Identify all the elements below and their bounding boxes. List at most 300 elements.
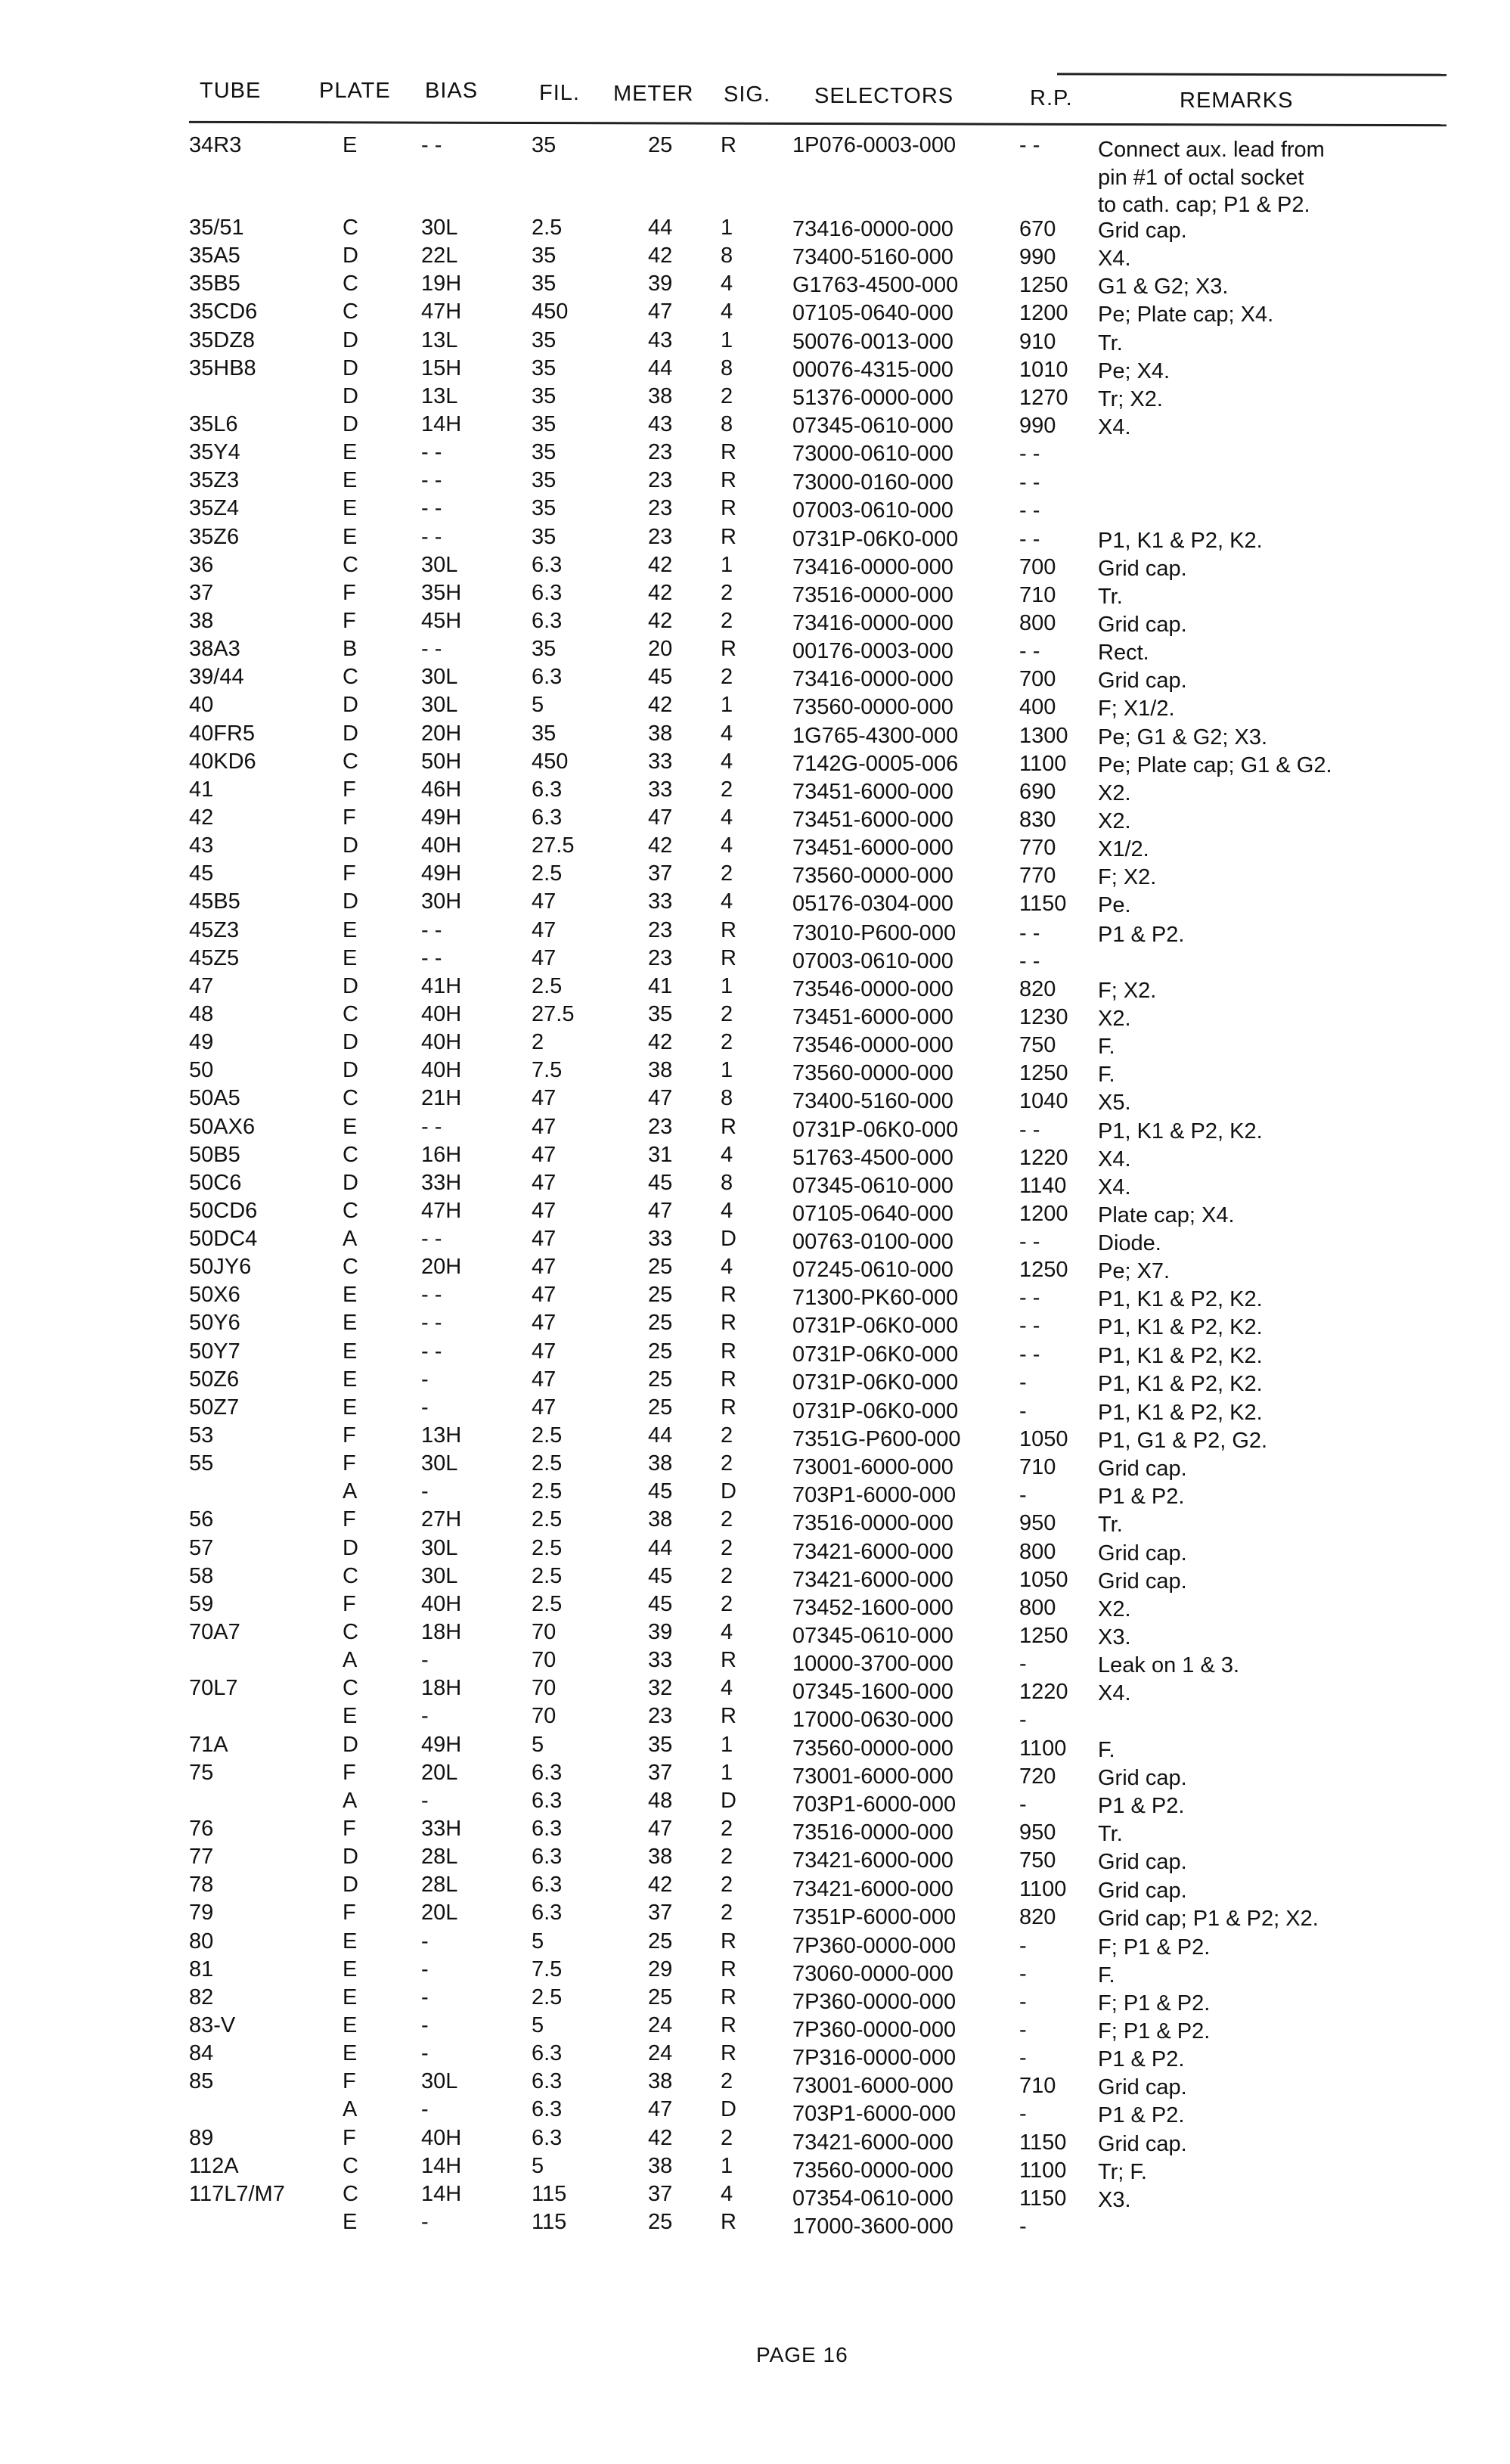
table-row: [0, 1227, 1510, 1255]
cell-sig: R: [721, 2041, 736, 2066]
cell-remarks: Tr; F.: [1098, 2159, 1147, 2184]
cell-plate: D: [343, 693, 358, 718]
cell-fil: 5: [532, 2153, 544, 2178]
cell-sig: 8: [721, 244, 733, 268]
table-row: [0, 1451, 1510, 1482]
cell-remarks: Grid cap.: [1098, 2075, 1187, 2100]
table-row: [0, 1704, 1510, 1732]
cell-meter: 25: [648, 1255, 673, 1280]
table-row: [0, 1339, 1510, 1367]
cell-rp: 990: [1019, 413, 1056, 438]
cell-selectors: 73516-0000-000: [792, 582, 953, 607]
cell-tube: 50Z6: [189, 1367, 240, 1392]
cell-meter: 33: [648, 749, 673, 774]
cell-sig: R: [721, 1367, 736, 1392]
cell-bias: 40H: [421, 833, 462, 858]
cell-selectors: 73546-0000-000: [792, 976, 953, 1001]
table-row: [0, 356, 1510, 384]
cell-remarks: [1098, 136, 1325, 219]
table-row: [0, 1873, 1510, 1904]
cell-tube: 50Y7: [189, 1339, 240, 1364]
cell-rp: - -: [1019, 920, 1040, 945]
cell-tube: 71A: [189, 1732, 228, 1757]
cell-plate: D: [343, 1030, 358, 1055]
cell-remarks: P1 & P2.: [1098, 2047, 1185, 2072]
cell-bias: 27H: [421, 1507, 462, 1532]
cell-remarks: Pe; G1 & G2; X3.: [1098, 725, 1268, 749]
cell-rp: 1270: [1019, 385, 1068, 410]
remarks-line: Connect aux. lead from: [1098, 138, 1325, 162]
cell-selectors: 17000-3600-000: [792, 2214, 953, 2239]
cell-plate: D: [343, 721, 358, 746]
cell-fil: 70: [532, 1648, 557, 1673]
cell-selectors: 0731P-06K0-000: [792, 1314, 959, 1339]
cell-sig: R: [721, 1311, 736, 1336]
cell-meter: 20: [648, 637, 673, 662]
cell-tube: 35Z4: [189, 496, 240, 521]
table-row: [0, 1592, 1510, 1620]
cell-tube: 45Z5: [189, 945, 240, 970]
cell-rp: -: [1019, 2018, 1027, 2042]
cell-sig: D: [721, 1788, 736, 1813]
cell-tube: 35Z6: [189, 524, 240, 549]
cell-tube: 50B5: [189, 1142, 240, 1167]
cell-sig: 2: [721, 1845, 733, 1870]
table-row: [0, 833, 1510, 861]
table-row: [0, 1086, 1510, 1114]
cell-fil: 6.3: [532, 608, 563, 633]
cell-meter: 42: [648, 552, 673, 577]
cell-selectors: 73416-0000-000: [792, 667, 953, 692]
cell-plate: E: [343, 1114, 358, 1139]
table-row: [0, 889, 1510, 917]
cell-sig: 2: [721, 1423, 733, 1448]
cell-tube: 35HB8: [189, 355, 256, 380]
cell-bias: 13L: [421, 383, 458, 408]
cell-fil: 35: [532, 440, 557, 465]
cell-bias: 30L: [421, 216, 458, 240]
table-row: [0, 1199, 1510, 1227]
cell-fil: 2.5: [532, 861, 563, 886]
cell-fil: 6.3: [532, 2125, 563, 2150]
cell-tube: 42: [189, 805, 214, 830]
top-rule: [1057, 73, 1446, 76]
table-row: [0, 946, 1510, 974]
cell-remarks: X2.: [1098, 1597, 1131, 1621]
table-row: [0, 272, 1510, 299]
cell-sig: 1: [721, 973, 733, 998]
cell-bias: - -: [421, 468, 442, 493]
cell-meter: 43: [648, 327, 673, 352]
cell-rp: 1200: [1019, 1201, 1068, 1226]
cell-rp: -: [1019, 2102, 1027, 2127]
cell-meter: 47: [648, 299, 673, 324]
cell-meter: 32: [648, 1676, 673, 1701]
cell-fil: 47: [532, 1339, 557, 1364]
cell-fil: 7.5: [532, 1957, 563, 1981]
table-row: [0, 581, 1510, 609]
cell-remarks: F; P1 & P2.: [1098, 1991, 1211, 2016]
cell-fil: 7.5: [532, 1058, 563, 1083]
cell-sig: 2: [721, 580, 733, 605]
cell-rp: 710: [1019, 2074, 1056, 2099]
cell-plate: D: [343, 1170, 358, 1195]
cell-bias: 40H: [421, 1030, 462, 1055]
cell-selectors: 73516-0000-000: [792, 1511, 953, 1536]
table-row: [0, 1620, 1510, 1648]
table-row: [0, 609, 1510, 637]
cell-bias: - -: [421, 1339, 442, 1364]
cell-remarks: X4.: [1098, 1681, 1131, 1706]
cell-meter: 31: [648, 1142, 673, 1167]
cell-sig: 4: [721, 1620, 733, 1645]
table-row: [0, 693, 1510, 721]
table-row: [0, 133, 1510, 216]
cell-bias: - -: [421, 524, 442, 549]
cell-meter: 23: [648, 917, 673, 942]
cell-meter: 45: [648, 665, 673, 690]
cell-tube: 35B5: [189, 272, 240, 296]
cell-tube: 55: [189, 1451, 214, 1476]
cell-remarks: Grid cap.: [1098, 1457, 1187, 1482]
cell-bias: 33H: [421, 1170, 462, 1195]
cell-selectors: 73516-0000-000: [792, 1820, 953, 1845]
cell-fil: 2.5: [532, 1479, 563, 1504]
cell-rp: - -: [1019, 1314, 1040, 1339]
cell-tube: 35L6: [189, 411, 238, 436]
cell-sig: R: [721, 917, 736, 942]
cell-remarks: X5.: [1098, 1091, 1131, 1116]
cell-selectors: 71300-PK60-000: [792, 1286, 959, 1311]
cell-selectors: 7351G-P600-000: [792, 1427, 961, 1452]
cell-selectors: 703P1-6000-000: [792, 1792, 957, 1817]
cell-remarks: Plate cap; X4.: [1098, 1203, 1235, 1227]
header-remarks: REMARKS: [1180, 88, 1294, 113]
cell-fil: 2.5: [532, 973, 563, 998]
cell-selectors: 73546-0000-000: [792, 1033, 953, 1058]
cell-selectors: 73421-6000-000: [792, 1877, 953, 1902]
cell-rp: -: [1019, 1398, 1027, 1423]
table-row: [0, 1115, 1510, 1143]
cell-selectors: 07003-0610-000: [792, 948, 953, 973]
cell-tube: 76: [189, 1817, 214, 1842]
cell-meter: 45: [648, 1170, 673, 1195]
cell-fil: 6.3: [532, 1760, 563, 1785]
cell-plate: F: [343, 2125, 356, 2150]
cell-fil: 35: [532, 637, 557, 662]
cell-remarks: Grid cap.: [1098, 1879, 1187, 1904]
cell-meter: 42: [648, 608, 673, 633]
cell-remarks: Grid cap; P1 & P2; X2.: [1098, 1907, 1319, 1932]
cell-plate: E: [343, 1985, 358, 2009]
cell-remarks: Pe; Plate cap; G1 & G2.: [1098, 753, 1332, 777]
cell-plate: F: [343, 1423, 356, 1448]
cell-bias: - -: [421, 917, 442, 942]
cell-rp: 820: [1019, 976, 1056, 1001]
cell-fil: 5: [532, 1929, 544, 1954]
cell-rp: 1100: [1019, 751, 1067, 776]
cell-selectors: 7P360-0000-000: [792, 2018, 957, 2042]
cell-sig: 2: [721, 2069, 733, 2094]
cell-rp: 700: [1019, 667, 1056, 692]
cell-fil: 6.3: [532, 580, 563, 605]
cell-plate: C: [343, 1620, 358, 1645]
cell-sig: 2: [721, 383, 733, 408]
cell-rp: -: [1019, 1708, 1027, 1733]
cell-rp: 950: [1019, 1511, 1056, 1536]
cell-sig: 4: [721, 272, 733, 296]
cell-tube: 34R3: [189, 133, 242, 157]
cell-sig: 4: [721, 299, 733, 324]
cell-rp: - -: [1019, 133, 1040, 157]
cell-remarks: Tr.: [1098, 1822, 1123, 1847]
table-row: [0, 749, 1510, 777]
cell-remarks: Pe.: [1098, 893, 1131, 918]
cell-meter: 23: [648, 468, 673, 493]
cell-rp: -: [1019, 1792, 1027, 1817]
cell-tube: 49: [189, 1030, 214, 1055]
cell-fil: 35: [532, 721, 557, 746]
cell-plate: C: [343, 665, 358, 690]
cell-bias: -: [421, 1395, 429, 1420]
cell-remarks: P1, K1 & P2, K2.: [1098, 1400, 1263, 1425]
table-row: [0, 1367, 1510, 1395]
cell-fil: 70: [532, 1704, 557, 1729]
cell-fil: 47: [532, 1283, 557, 1308]
table-row: [0, 1283, 1510, 1311]
cell-fil: 47: [532, 1367, 557, 1392]
cell-selectors: 7P360-0000-000: [792, 1989, 957, 2014]
cell-tube: 40FR5: [189, 721, 256, 746]
cell-sig: R: [721, 1395, 736, 1420]
cell-meter: 47: [648, 1086, 673, 1111]
cell-sig: 8: [721, 411, 733, 436]
cell-bias: 16H: [421, 1142, 462, 1167]
cell-sig: D: [721, 1227, 736, 1252]
cell-plate: A: [343, 2097, 358, 2122]
cell-fil: 6.3: [532, 2041, 563, 2066]
cell-rp: 1250: [1019, 273, 1068, 298]
cell-fil: 47: [532, 1142, 557, 1167]
table-row: [0, 1761, 1510, 1789]
cell-rp: 1200: [1019, 301, 1068, 326]
cell-selectors: 7P360-0000-000: [792, 1933, 957, 1958]
cell-rp: - -: [1019, 526, 1040, 551]
cell-sig: R: [721, 1985, 736, 2009]
cell-rp: - -: [1019, 470, 1040, 495]
table-row: [0, 553, 1510, 581]
cell-fil: 115: [532, 2181, 567, 2206]
cell-sig: 8: [721, 355, 733, 380]
header-sig: SIG.: [724, 82, 771, 107]
cell-plate: C: [343, 1086, 358, 1111]
table-row: [0, 637, 1510, 665]
cell-tube: 77: [189, 1845, 214, 1870]
cell-rp: 1010: [1019, 357, 1068, 382]
cell-meter: 47: [648, 2097, 673, 2122]
cell-rp: -: [1019, 2214, 1027, 2239]
cell-fil: 6.3: [532, 665, 563, 690]
cell-fil: 2.5: [532, 1451, 563, 1476]
cell-meter: 24: [648, 2013, 673, 2037]
cell-plate: F: [343, 1451, 356, 1476]
table-row: [0, 2097, 1510, 2128]
table-row: [0, 1536, 1510, 1564]
cell-meter: 44: [648, 355, 673, 380]
cell-bias: - -: [421, 1283, 442, 1308]
cell-selectors: 73400-5160-000: [792, 1089, 953, 1114]
cell-rp: 800: [1019, 1539, 1056, 1564]
cell-bias: 28L: [421, 1845, 458, 1870]
cell-remarks: F; P1 & P2.: [1098, 2019, 1211, 2044]
cell-tube: 50X6: [189, 1283, 240, 1308]
cell-fil: 2.5: [532, 1507, 563, 1532]
cell-selectors: 73451-6000-000: [792, 807, 953, 832]
cell-selectors: 73416-0000-000: [792, 610, 953, 635]
cell-sig: 2: [721, 1873, 733, 1898]
cell-rp: 800: [1019, 610, 1056, 635]
cell-meter: 25: [648, 1339, 673, 1364]
cell-tube: 50A5: [189, 1086, 240, 1111]
cell-fil: 47: [532, 917, 557, 942]
cell-rp: -: [1019, 1483, 1027, 1508]
cell-bias: - -: [421, 637, 442, 662]
cell-selectors: 05176-0304-000: [792, 892, 953, 917]
cell-tube: 82: [189, 1985, 214, 2009]
cell-selectors: 07345-0610-000: [792, 1624, 953, 1649]
cell-sig: 2: [721, 1535, 733, 1560]
cell-bias: 41H: [421, 973, 462, 998]
cell-rp: 1100: [1019, 2158, 1067, 2183]
cell-remarks: Grid cap.: [1098, 1765, 1187, 1790]
cell-rp: 710: [1019, 1455, 1056, 1480]
cell-selectors: 73451-6000-000: [792, 779, 953, 804]
cell-rp: 820: [1019, 1905, 1056, 1930]
table-row: [0, 665, 1510, 693]
cell-remarks: Pe; X7.: [1098, 1259, 1170, 1284]
cell-bias: -: [421, 2013, 429, 2037]
cell-tube: 35Y4: [189, 440, 240, 465]
cell-tube: 75: [189, 1760, 214, 1785]
cell-plate: E: [343, 524, 358, 549]
cell-selectors: 51376-0000-000: [792, 385, 953, 410]
cell-bias: 46H: [421, 777, 462, 802]
cell-tube: 45: [189, 861, 214, 886]
cell-selectors: 7142G-0005-006: [792, 751, 959, 776]
cell-bias: 33H: [421, 1817, 462, 1842]
cell-fil: 2.5: [532, 1985, 563, 2009]
cell-fil: 47: [532, 1255, 557, 1280]
cell-selectors: 0731P-06K0-000: [792, 1117, 959, 1142]
cell-sig: 1: [721, 2153, 733, 2178]
cell-tube: 50C6: [189, 1170, 242, 1195]
cell-fil: 6.3: [532, 1845, 563, 1870]
header-plate: PLATE: [319, 79, 391, 103]
cell-fil: 2.5: [532, 1423, 563, 1448]
cell-meter: 23: [648, 440, 673, 465]
cell-remarks: Tr; X2.: [1098, 386, 1163, 411]
table-row: [0, 1789, 1510, 1817]
cell-meter: 23: [648, 496, 673, 521]
cell-selectors: 73001-6000-000: [792, 1764, 953, 1789]
cell-remarks: Pe; Plate cap; X4.: [1098, 303, 1274, 327]
cell-rp: - -: [1019, 1117, 1040, 1142]
cell-fil: 2.5: [532, 1563, 563, 1588]
cell-remarks: P1 & P2.: [1098, 2103, 1185, 2128]
cell-tube: 40: [189, 693, 214, 718]
cell-selectors: 73421-6000-000: [792, 1539, 953, 1564]
cell-rp: 1150: [1019, 892, 1067, 917]
cell-fil: 2.5: [532, 216, 563, 240]
cell-tube: 89: [189, 2125, 214, 2150]
cell-plate: F: [343, 861, 356, 886]
cell-bias: 40H: [421, 1001, 462, 1026]
cell-meter: 42: [648, 1030, 673, 1055]
cell-plate: C: [343, 1255, 358, 1280]
cell-rp: -: [1019, 2046, 1027, 2071]
cell-meter: 44: [648, 1535, 673, 1560]
cell-selectors: 7P316-0000-000: [792, 2046, 957, 2071]
cell-plate: D: [343, 1873, 358, 1898]
cell-bias: 49H: [421, 1732, 462, 1757]
cell-rp: 1100: [1019, 1736, 1067, 1761]
cell-remarks: Leak on 1 & 3.: [1098, 1653, 1240, 1678]
cell-meter: 38: [648, 721, 673, 746]
cell-sig: 4: [721, 1676, 733, 1701]
cell-fil: 35: [532, 327, 557, 352]
cell-sig: 2: [721, 1817, 733, 1842]
cell-rp: - -: [1019, 948, 1040, 973]
cell-sig: 4: [721, 721, 733, 746]
cell-rp: -: [1019, 1933, 1027, 1958]
cell-fil: 47: [532, 1198, 557, 1223]
cell-remarks: X4.: [1098, 1147, 1131, 1171]
table-row: [0, 2210, 1510, 2238]
cell-plate: D: [343, 889, 358, 914]
cell-tube: 58: [189, 1563, 214, 1588]
cell-selectors: G1763-4500-000: [792, 273, 959, 298]
cell-bias: - -: [421, 1114, 442, 1139]
cell-meter: 38: [648, 383, 673, 408]
cell-selectors: 00763-0100-000: [792, 1230, 953, 1255]
cell-fil: 6.3: [532, 552, 563, 577]
cell-rp: 710: [1019, 582, 1056, 607]
cell-meter: 44: [648, 216, 673, 240]
cell-fil: 2: [532, 1030, 544, 1055]
cell-rp: 1220: [1019, 1680, 1068, 1705]
cell-rp: 1300: [1019, 723, 1068, 748]
cell-tube: 81: [189, 1957, 214, 1981]
cell-tube: 57: [189, 1535, 214, 1560]
cell-plate: E: [343, 1957, 358, 1981]
cell-meter: 41: [648, 973, 673, 998]
cell-remarks: P1, K1 & P2, K2.: [1098, 1315, 1263, 1340]
cell-tube: 117L7/M7: [189, 2181, 285, 2206]
cell-selectors: 00076-4315-000: [792, 357, 953, 382]
cell-tube: 70L7: [189, 1676, 238, 1701]
cell-meter: 35: [648, 1732, 673, 1757]
cell-meter: 25: [648, 1283, 673, 1308]
cell-bias: 20L: [421, 1901, 458, 1926]
cell-selectors: 73001-6000-000: [792, 2074, 953, 2099]
cell-bias: 18H: [421, 1676, 462, 1701]
cell-fil: 6.3: [532, 805, 563, 830]
cell-sig: 2: [721, 2125, 733, 2150]
cell-tube: 112A: [189, 2153, 239, 2178]
cell-meter: 48: [648, 1788, 673, 1813]
cell-selectors: 73560-0000-000: [792, 864, 953, 889]
cell-fil: 35: [532, 272, 557, 296]
